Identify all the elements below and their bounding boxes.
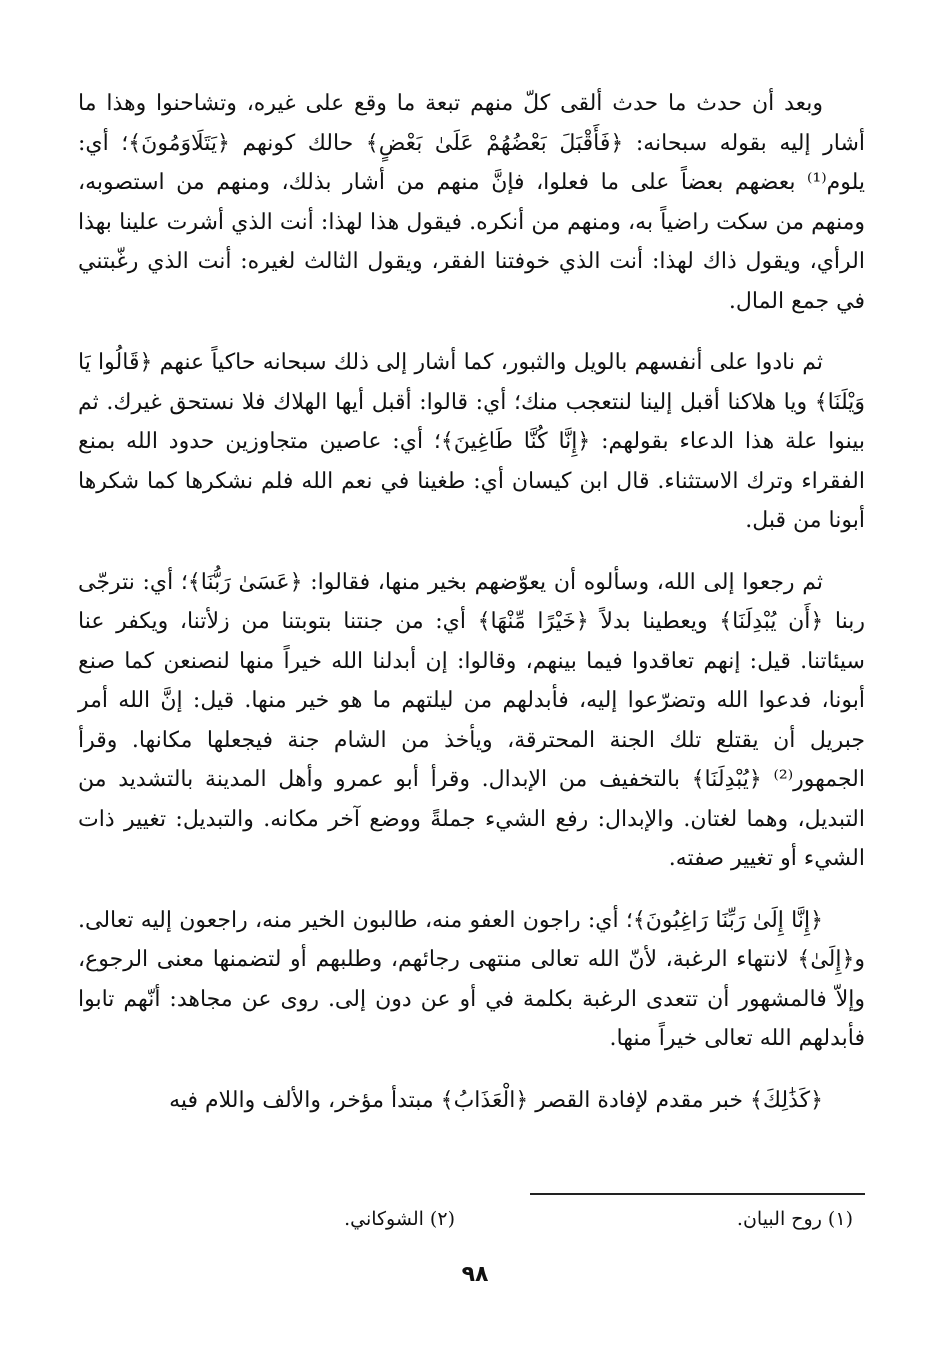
paragraph-2: ثم نادوا على أنفسهم بالويل والثبور، كما أشار إلى ذلك سبحانه حاكياً عنهم ﴿قَالُوا يَا وَيْلَنَا﴾ ويا هلاكنا أقبل إلينا لنتعجب منك؛ أي: قالوا: أقبل أيها الهلاك فلا نستحق غيرك. ثم بينوا علة هذا الدعاء بقولهم: ﴿إِنَّا كُنَّا طَاغِينَ﴾؛ أي: عاصين متجاوزين حدود الله بمنع الفقراء وترك الاستثناء. قال ابن كيسان أي: طغينا في نعم الله فلم نشكرها كما شكرها أبونا من قبل. — [78, 350, 865, 533]
paragraph-1: وبعد أن حدث ما حدث ألقى كلّ منهم تبعة ما وقع على غيره، وتشاحنوا وهذا ما أشار إليه بقوله سبحانه: ﴿فَأَقْبَلَ بَعْضُهُمْ عَلَىٰ بَعْضٍ﴾ حالك كونهم ﴿يَتَلَاوَمُونَ﴾؛ أي: يلوم⁽¹⁾ بعضهم بعضاً على ما فعلوا، فإنَّ منهم من أشار بذلك، ومنهم من استصوبه، ومنهم من سكت راضياً به، ومنهم من أنكره. فيقول هذا لهذا: أنت الذي أشرت علينا بهذا الرأي، ويقول ذاك لهذا: أنت الذي خوفتنا الفقر، ويقول الثالث لغيره: أنت الذي رغّبتني في جمع المال. — [78, 91, 865, 314]
main-text-body — [78, 84, 865, 1120]
paragraph-4: ﴿إِنَّا إِلَىٰ رَبِّنَا رَاغِبُونَ﴾؛ أي: راجون العفو منه، طالبون الخير منه، راجعون إليه تعالى. و﴿إِلَىٰ﴾ لانتهاء الرغبة، لأنّ الله تعالى منتهى رجائهم، وطلبهم أو لتضمنها معنى الرجوع، وإلاّ فالمشهور أن تتعدى الرغبة بكلمة في أو عن دون إلى. روى عن مجاهد: أنّهم تابوا فأبدلهم الله تعالى خيراً منها. — [78, 907, 865, 1051]
footnote-divider — [530, 1193, 865, 1195]
page-number: ٩٨ — [461, 1262, 489, 1287]
paragraph-3: ثم رجعوا إلى الله، وسألوه أن يعوّضهم بخير منها، فقالوا: ﴿عَسَىٰ رَبُّنَا﴾؛ أي: نترجّى ربنا ﴿أَن يُبْدِلَنَا﴾ ويعطينا بدلاً ﴿خَيْرًا مِّنْهَا﴾ أي: من جنتنا بتوبتنا من زلأتنا، ويكفر عنا سيئاتنا. قيل: إنهم تعاقدوا فيما بينهم، وقالوا: إن أبدلنا الله خيراً منها لنصنعن كما صنع أبونا، فدعوا الله وتضرّعوا إليه، فأبدلهم من ليلتهم ما هو خير منها. قيل: إنَّ الله أمر جبريل أن يقتلع تلك الجنة المحترقة، ويأخذ من الشام جنة فيجعلها مكانها. وقرأ الجمهور⁽²⁾ ﴿يُبْدِلَنَا﴾ بالتخفيف من الإبدال. وقرأ أبو عمرو وأهل المدينة بالتشديد من التبديل، وهما لغتان. والإبدال: رفع الشيء جملةً ووضع آخر مكانه. والتبديل: تغيير ذات الشيء أو تغيير صفته. — [78, 569, 865, 871]
footnote-1: (١) روح البيان. — [736, 1208, 853, 1230]
paragraph-5: ﴿كَذَٰلِكَ﴾ خبر مقدم لإفادة القصر ﴿الْعَذَابُ﴾ مبتدأ مؤخر، والألف واللام فيه — [169, 1087, 823, 1113]
footnote-2: (٢) الشوكاني. — [344, 1208, 455, 1230]
footnotes — [78, 1208, 865, 1238]
